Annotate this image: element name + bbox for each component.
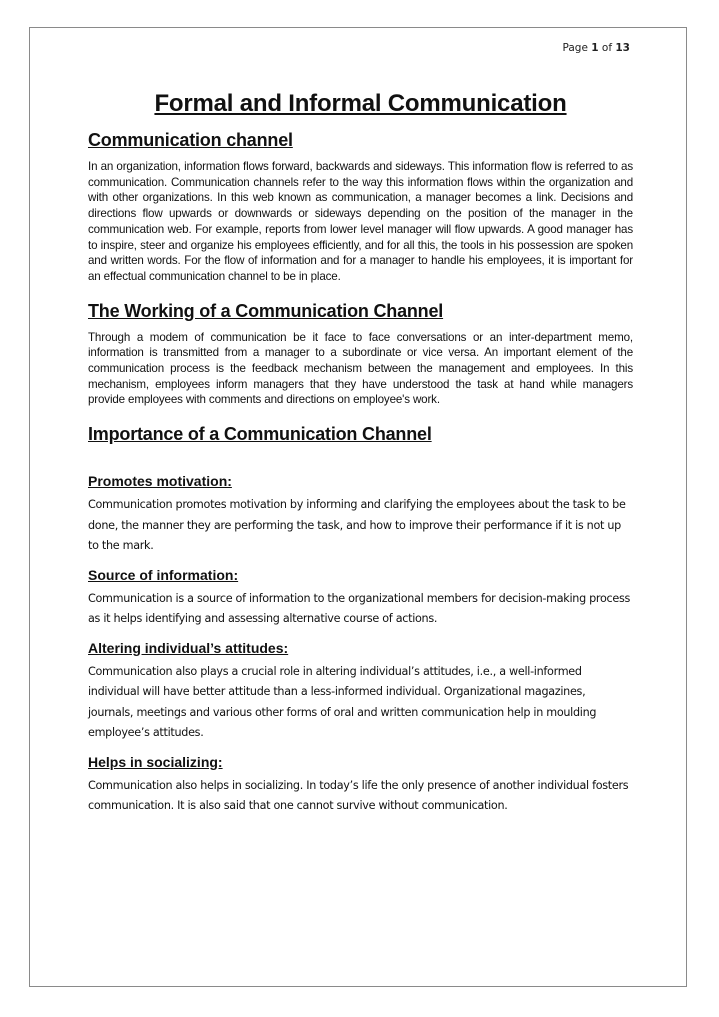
document-title: Formal and Informal Communication <box>154 90 567 117</box>
paragraph-working-channel: Through a modem of communication be it face to face conversations or an inter-department memo, information is transmitted from a manager to a subordinate or vice versa. An important element of the communication process is the feedback mechanism between the management and employees. In this mechanism, employees inform managers that they have understood the task at hand while managers provide employees with comments and directions on employee's work. <box>88 330 633 407</box>
total-pages: 13 <box>615 42 630 54</box>
subheading-source-information: Source of information: <box>88 566 239 583</box>
paragraph-communication-channel: In an organization, information flows forward, backwards and sideways. This information flow is referred to as communication. Communication channels refer to the way this information flows within the organization and with other organizations. In this web known as communication, a manager becomes a link. Decisions and directions flow upwards or downwards or sideways depending on the position of the manager in the communication web. For example, reports from lower level manager will flow upwards. A good manager has to inspire, steer and organize his employees efficiently, and for all this, the tools in his possession are spoken and written words. For the flow of information and for a manager to handle his employees, it is important for an effectual communication channel to be in place. <box>88 160 633 283</box>
paragraph-altering-attitudes: Communication also plays a crucial role in altering individual’s attitudes, i.e., a well-informed individual will have better attitude than a less-informed individual. Organizational magazines, journals, meetings and various other forms of oral and written communication help in moulding employee’s attitudes. <box>88 664 597 740</box>
page-number: Page 1 of 13 <box>562 42 630 54</box>
document-page <box>29 27 687 987</box>
paragraph-promotes-motivation: Communication promotes motivation by informing and clarifying the employees about the task to be done, the manner they are performing the task, and how to improve their performance if it is not up to the mark. <box>88 498 626 553</box>
subheading-helps-socializing: Helps in socializing: <box>88 753 223 770</box>
heading-importance-channel: Importance of a Communication Channel <box>88 424 432 445</box>
paragraph-source-information: Communication is a source of information to the organizational members for decision-making process as it helps identifying and assessing alternative course of actions. <box>88 591 631 626</box>
current-page: 1 <box>591 42 599 54</box>
document-body <box>88 90 633 817</box>
subheading-promotes-motivation: Promotes motivation: <box>88 473 232 490</box>
paragraph-helps-socializing: Communication also helps in socializing. In today’s life the only presence of another individual fosters communication. It is also said that one cannot survive without communication. <box>88 778 629 813</box>
heading-working-channel: The Working of a Communication Channel <box>88 300 444 321</box>
subheading-altering-attitudes: Altering individual’s attitudes: <box>88 639 289 656</box>
heading-communication-channel: Communication channel <box>88 130 293 150</box>
